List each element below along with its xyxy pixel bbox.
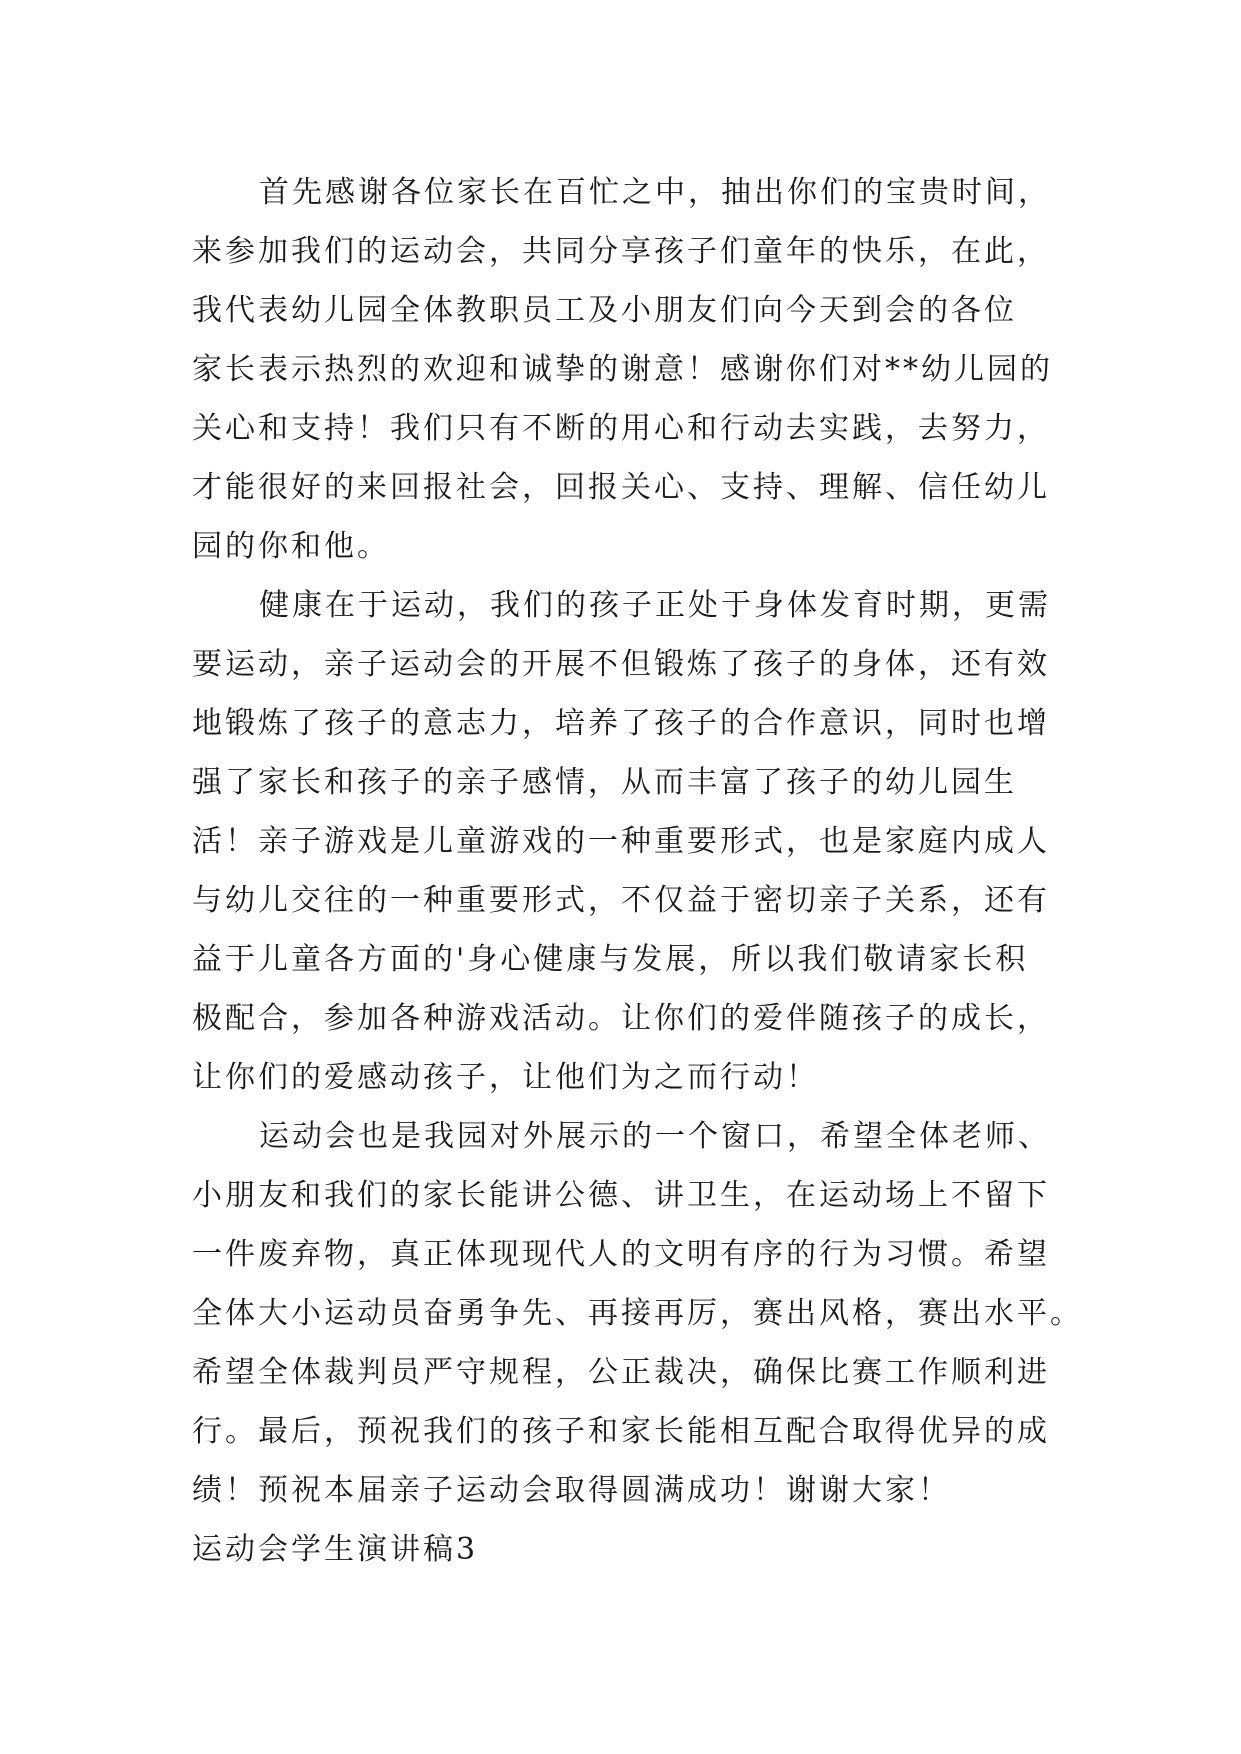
document-body	[192, 163, 1083, 1579]
text-line: 运动会也是我园对外展示的一个窗口，希望全体老师、	[259, 1119, 1051, 1154]
text-line: 一件废弃物，真正体现现代人的文明有序的行为习惯。希望	[192, 1237, 1050, 1272]
text-line: 才能很好的来回报社会，回报关心、支持、理解、信任幼儿	[192, 470, 1050, 505]
text-line: 极配合，参加各种游戏活动。让你们的爱伴随孩子的成长，	[192, 1001, 1050, 1036]
text-line: 活！亲子游戏是儿童游戏的一种重要形式，也是家庭内成人	[192, 824, 1050, 859]
text-line: 家长表示热烈的欢迎和诚挚的谢意！感谢你们对**幼儿园的	[192, 352, 1053, 387]
text-line: 我代表幼儿园全体教职员工及小朋友们向今天到会的各位	[192, 293, 1017, 328]
text-line: 强了家长和孩子的亲子感情，从而丰富了孩子的幼儿园生	[192, 765, 1017, 800]
text-line: 行。最后，预祝我们的孩子和家长能相互配合取得优异的成	[192, 1414, 1050, 1449]
text-line: 希望全体裁判员严守规程，公正裁决，确保比赛工作顺利进	[192, 1355, 1050, 1390]
section-heading: 运动会学生演讲稿3	[192, 1532, 479, 1567]
text-line: 益于儿童各方面的'身心健康与发展，所以我们敬请家长积	[192, 942, 1029, 977]
text-line: 地锻炼了孩子的意志力，培养了孩子的合作意识，同时也增	[192, 706, 1050, 741]
text-line: 绩！预祝本届亲子运动会取得圆满成功！谢谢大家！	[192, 1473, 951, 1508]
text-line: 关心和支持！我们只有不断的用心和行动去实践，去努力，	[192, 411, 1050, 446]
paragraph-3	[192, 1107, 1083, 1520]
paragraph-1	[192, 163, 1062, 576]
text-line: 来参加我们的运动会，共同分享孩子们童年的快乐，在此，	[192, 234, 1050, 269]
text-line: 全体大小运动员奋勇争先、再接再厉，赛出风格，赛出水平。	[192, 1296, 1083, 1331]
text-line: 健康在于运动，我们的孩子正处于身体发育时期，更需	[259, 588, 1051, 623]
text-line: 园的你和他。	[192, 529, 390, 564]
text-line: 与幼儿交往的一种重要形式，不仅益于密切亲子关系，还有	[192, 883, 1050, 918]
text-line: 小朋友和我们的家长能讲公德、讲卫生，在运动场上不留下	[192, 1178, 1050, 1213]
text-line: 首先感谢各位家长在百忙之中，抽出你们的宝贵时间，	[259, 175, 1051, 210]
text-line: 让你们的爱感动孩子，让他们为之而行动！	[192, 1060, 819, 1095]
text-line: 要运动，亲子运动会的开展不但锻炼了孩子的身体，还有效	[192, 647, 1050, 682]
paragraph-2	[192, 576, 1062, 1107]
